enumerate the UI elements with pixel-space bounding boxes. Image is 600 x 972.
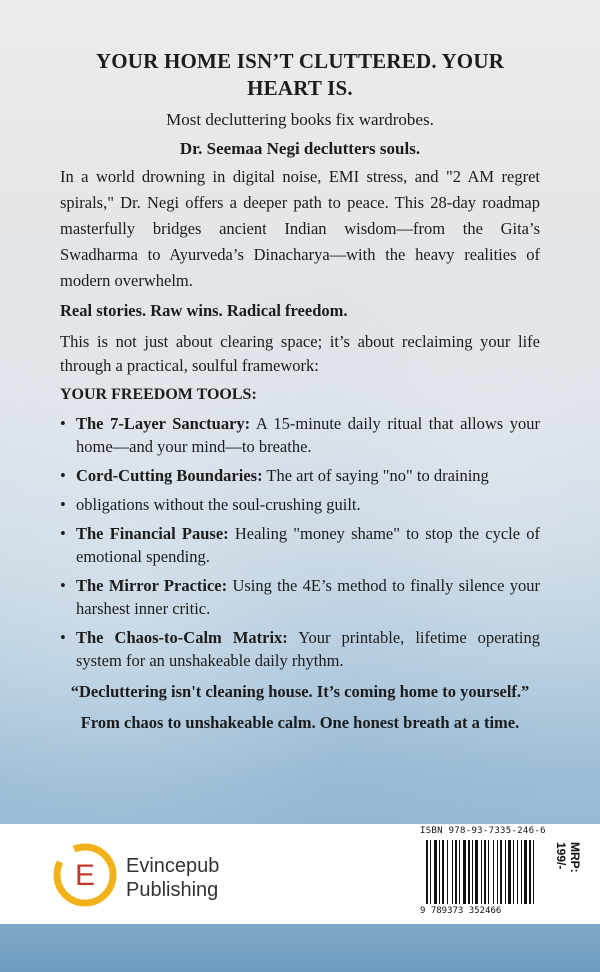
barcode-bar xyxy=(442,840,444,904)
tool-item xyxy=(60,626,540,672)
barcode-bar xyxy=(481,840,482,904)
bullet-icon: • xyxy=(60,576,66,595)
tool-text: A 15-minute daily ritual that allows your home—and your mind—to breathe. xyxy=(76,414,540,456)
logo-letter: E xyxy=(74,859,96,892)
publisher-logo-icon xyxy=(52,842,118,908)
intro-paragraph: In a world drowning in digital noise, EMI stress, and "2 AM regret spirals," Dr. Negi offers a deeper path to peace. This 28-day roadmap masterfully bridges ancient Indian wisdom—from the Gita’s Swadharma to Ayurveda’s Dinacharya—with the heavy realities of modern overwhelm. xyxy=(60,167,540,290)
tool-title: The Mirror Practice: xyxy=(76,576,228,595)
publisher-name-line2: Publishing xyxy=(126,879,219,901)
tool-title: Cord-Cutting Boundaries: xyxy=(76,466,263,485)
tool-item xyxy=(60,493,540,516)
tools-list xyxy=(60,412,540,672)
barcode-bar xyxy=(529,840,531,904)
emphasis-line: Real stories. Raw wins. Radical freedom. xyxy=(60,301,348,320)
barcode-bar xyxy=(533,840,534,904)
barcode-number: 9 789373 352466 xyxy=(420,906,502,916)
tools-heading: YOUR FREEDOM TOOLS: xyxy=(60,386,257,403)
barcode-bar xyxy=(430,840,431,904)
bullet-icon: • xyxy=(60,495,66,514)
bullet-icon: • xyxy=(60,466,66,485)
barcode-bar xyxy=(426,840,428,904)
isbn-label: ISBN 978-93-7335-246-6 xyxy=(420,826,546,836)
barcode-bar xyxy=(452,840,453,904)
publisher-footer xyxy=(0,824,600,924)
barcode-bar xyxy=(521,840,522,904)
tool-title: The Financial Pause: xyxy=(76,524,229,543)
barcode-bar xyxy=(434,840,437,904)
subline-author: Dr. Seemaa Negi declutters souls. xyxy=(179,139,421,158)
tool-title: The Chaos-to-Calm Matrix: xyxy=(76,628,288,647)
tool-item xyxy=(60,464,540,487)
barcode-bars xyxy=(426,840,560,904)
price-label: MRP: 199/- xyxy=(554,842,582,873)
bullet-icon: • xyxy=(60,628,66,647)
tool-text: obligations without the soul-crushing guilt. xyxy=(76,495,361,514)
barcode-bar xyxy=(484,840,486,904)
barcode xyxy=(420,826,588,922)
barcode-bar xyxy=(517,840,518,904)
barcode-bar xyxy=(455,840,457,904)
barcode-bar xyxy=(463,840,466,904)
bottom-band xyxy=(0,924,600,972)
tool-text: Your printable, lifetime operating system for an unshakeable daily rhythm. xyxy=(76,628,540,670)
tool-text: Healing "money shame" to stop the cycle of emotional spending. xyxy=(76,524,541,566)
tool-text: The art of saying "no" to draining xyxy=(262,466,489,485)
barcode-bar xyxy=(508,840,511,904)
bullet-icon: • xyxy=(60,524,66,543)
quote: “Decluttering isn't cleaning house. It’s coming home to yourself.” xyxy=(70,682,530,701)
barcode-bar xyxy=(493,840,494,904)
barcode-bar xyxy=(513,840,514,904)
back-cover-text xyxy=(60,48,540,734)
tool-item xyxy=(60,412,540,458)
barcode-bar xyxy=(468,840,470,904)
barcode-bar xyxy=(439,840,440,904)
barcode-bar xyxy=(524,840,527,904)
tagline: From chaos to unshakeable calm. One honest breath at a time. xyxy=(80,713,520,732)
subline-wardrobes: Most decluttering books fix wardrobes. xyxy=(166,110,434,129)
tool-item xyxy=(60,574,540,620)
barcode-bar xyxy=(500,840,502,904)
tool-item xyxy=(60,522,540,568)
framework-paragraph: This is not just about clearing space; it’s about reclaiming your life through a practical, soulful framework: xyxy=(60,332,540,375)
barcode-bar xyxy=(459,840,460,904)
publisher-name-line1: Evincepub xyxy=(126,855,220,877)
tool-title: The 7-Layer Sanctuary: xyxy=(76,414,251,433)
tool-text: Using the 4E’s method to finally silence your harshest inner critic. xyxy=(76,576,541,618)
barcode-bar xyxy=(472,840,473,904)
bullet-icon: • xyxy=(60,414,66,433)
barcode-bar xyxy=(497,840,498,904)
barcode-bar xyxy=(505,840,506,904)
barcode-bar xyxy=(447,840,448,904)
barcode-bar xyxy=(475,840,478,904)
headline: YOUR HOME ISN’T CLUTTERED. YOUR HEART IS. xyxy=(95,49,505,100)
barcode-bar xyxy=(488,840,489,904)
